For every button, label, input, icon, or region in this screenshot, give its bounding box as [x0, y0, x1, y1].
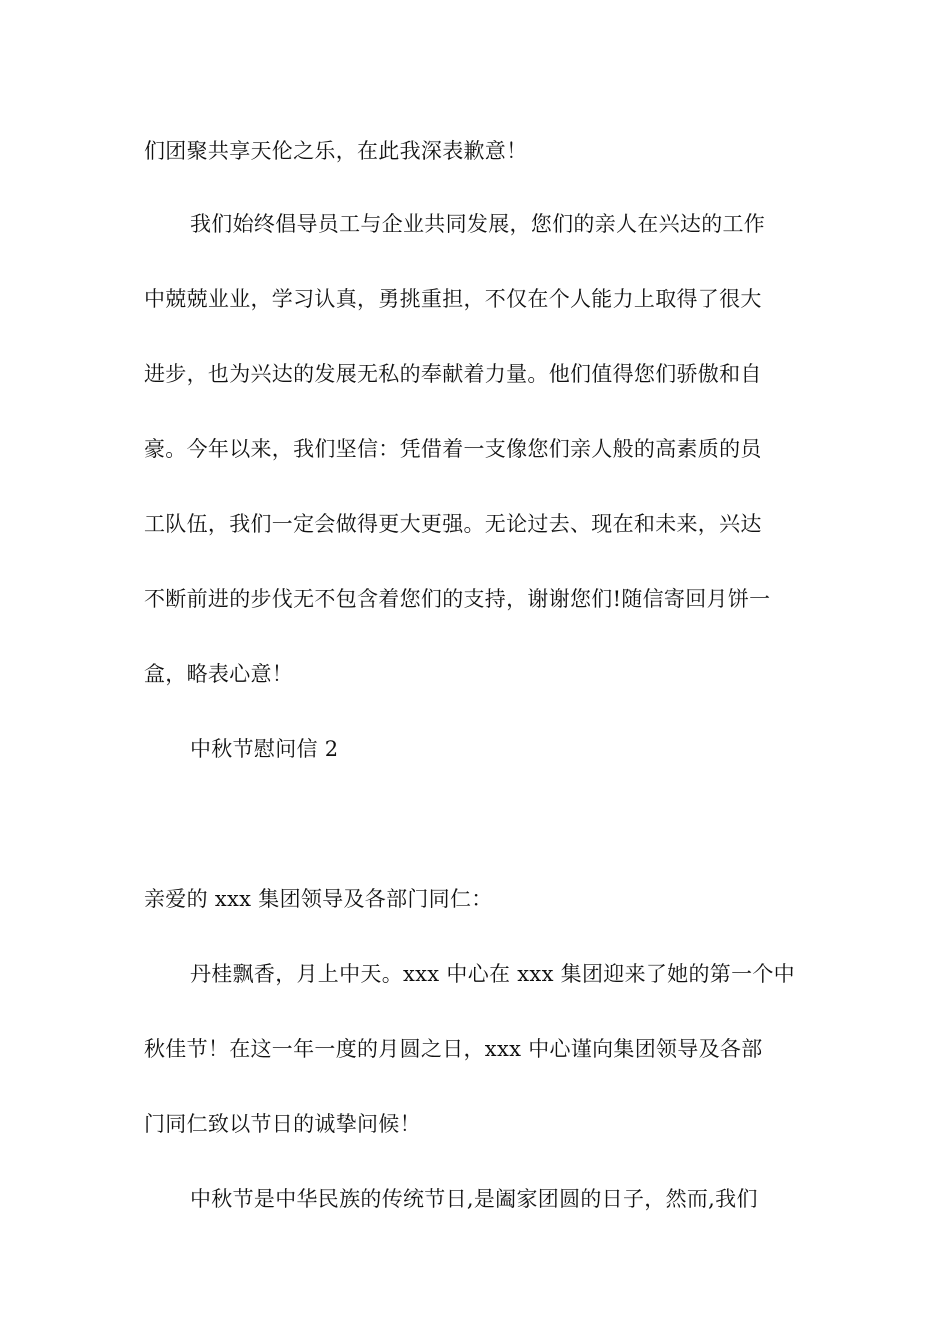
text-line: 盒，略表心意！ [144, 662, 294, 686]
text-line: 进步，也为兴达的发展无私的奉献着力量。他们值得您们骄傲和自 [144, 362, 762, 386]
text-line: 们团聚共享天伦之乐，在此我深表歉意！ [144, 139, 528, 163]
text-line: 中兢兢业业，学习认真，勇挑重担，不仅在个人能力上取得了很大 [144, 287, 762, 311]
section-title: 中秋节慰问信 2 [190, 737, 339, 761]
text-line: 秋佳节！在这一年一度的月圆之日，xxx 中心谨向集团领导及各部 [144, 1037, 763, 1061]
paragraph-start-line: 中秋节是中华民族的传统节日,是阖家团圆的日子，然而,我们 [190, 1187, 758, 1211]
text-line: 豪。今年以来，我们坚信：凭借着一支像您们亲人般的高素质的员 [144, 437, 762, 461]
paragraph-start-line: 丹桂飘香，月上中天。xxx 中心在 xxx 集团迎来了她的第一个中 [190, 962, 795, 986]
salutation: 亲爱的 xxx 集团领导及各部门同仁： [144, 887, 493, 911]
text-line: 门同仁致以节日的诚挚问候！ [144, 1112, 421, 1136]
text-line: 工队伍，我们一定会做得更大更强。无论过去、现在和未来，兴达 [144, 512, 762, 536]
paragraph-start-line: 我们始终倡导员工与企业共同发展，您们的亲人在兴达的工作 [190, 212, 766, 236]
text-line: 不断前进的步伐无不包含着您们的支持，谢谢您们!随信寄回月饼一 [144, 587, 771, 611]
